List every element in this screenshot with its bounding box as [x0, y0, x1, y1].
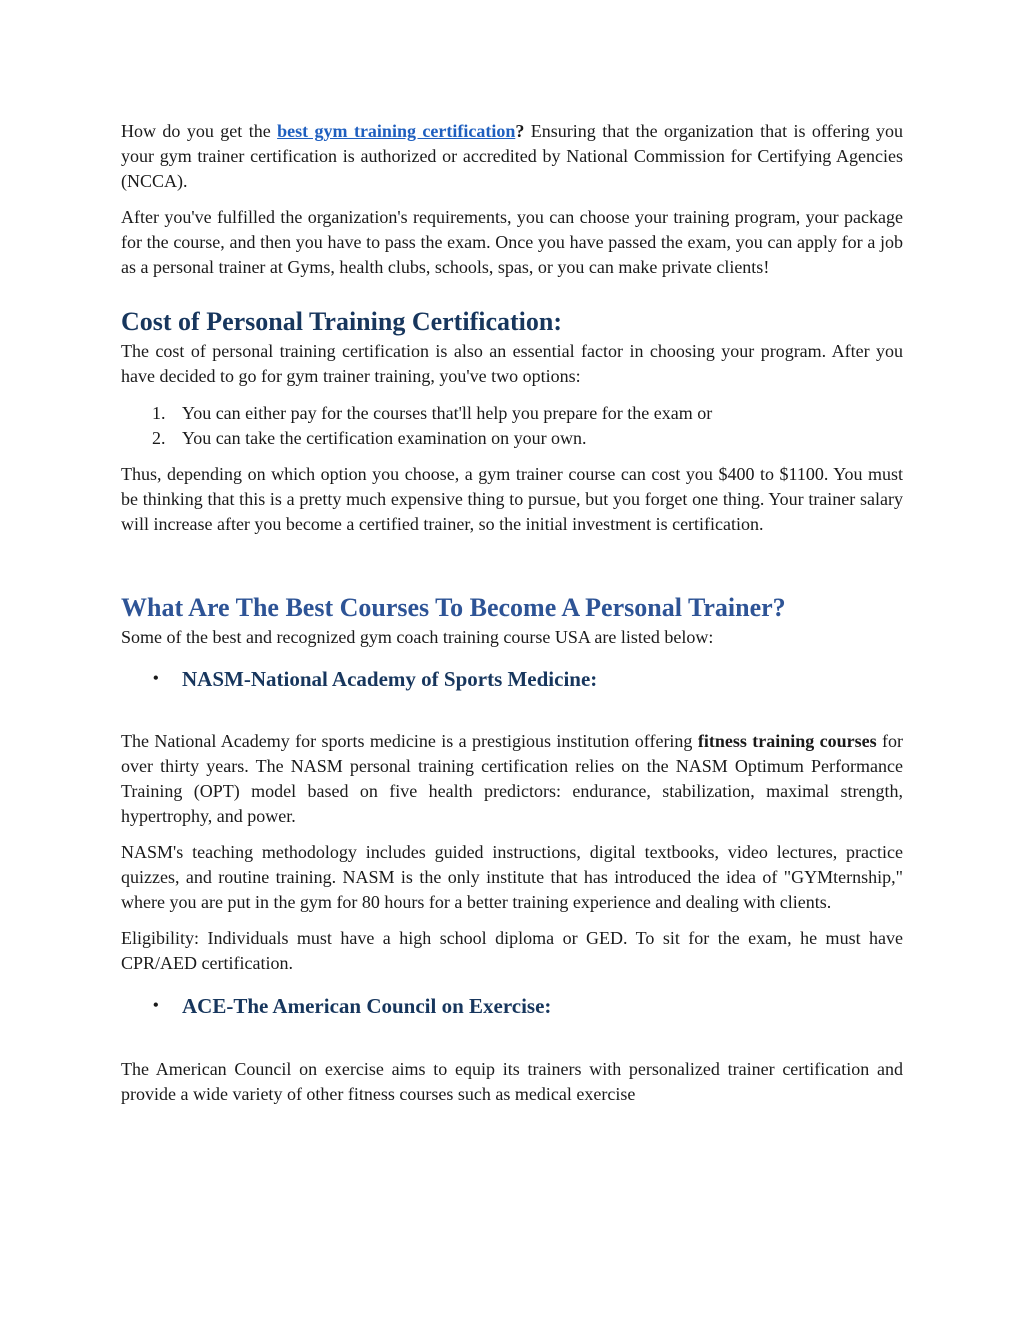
courses-intro: Some of the best and recognized gym coach training course USA are listed below: [121, 627, 714, 647]
list-number: 1. [152, 403, 166, 423]
intro-paragraph-2: After you've fulfilled the organization's requirements, you can choose your training program, your package for the course, and then you have to pass the exam. Once you have passed the exam, you can apply for a job as a personal trainer at Gyms, health clubs, schools, spas, or you can make private clients! [121, 207, 903, 277]
cost-heading: Cost of Personal Training Certification: [121, 307, 562, 336]
nasm-text-continued: for over thirty years. The NASM personal training certification relies on the NASM Optimum Performance Training (OPT) model based on five health predictors: endurance, stabilization, maximal strength, hypertrophy, and power. [121, 731, 903, 826]
nasm-paragraph-1 [121, 729, 903, 829]
question-mark: ? [515, 121, 525, 141]
list-item [121, 665, 903, 693]
nasm-text: The National Academy for sports medicine is a prestigious institution offering [121, 731, 698, 751]
list-item [121, 401, 903, 426]
best-gym-training-certification-link[interactable]: best gym training certification [277, 121, 516, 141]
document-content [121, 119, 903, 1118]
intro-paragraph-1 [121, 119, 903, 194]
list-item [121, 426, 903, 451]
bullet-icon: • [153, 670, 159, 687]
cost-paragraph-1: The cost of personal training certification is also an essential factor in choosing your program. After you have decided to go for gym trainer training, you've two options: [121, 341, 903, 386]
nasm-eligibility: Eligibility: Individuals must have a high school diploma or GED. To sit for the exam, he must have CPR/AED certification. [121, 928, 903, 973]
intro-text: How do you get the [121, 121, 278, 141]
nasm-paragraph-2: NASM's teaching methodology includes guided instructions, digital textbooks, video lectures, practice quizzes, and routine training. NASM is the only institute that has introduced the idea of "GYMternship," where you are put in the gym for 80 hours for a better training experience and dealing with clients. [121, 842, 903, 912]
list-item-text: You can either pay for the courses that'll help you prepare for the exam or [182, 403, 713, 423]
cost-options-list [121, 401, 903, 451]
bullet-icon: • [153, 997, 159, 1014]
ace-title: ACE-The American Council on Exercise: [182, 994, 552, 1018]
fitness-training-courses-bold: fitness training courses [697, 731, 877, 751]
ace-paragraph-1: The American Council on exercise aims to equip its trainers with personalized trainer certification and provide a wide variety of other fitness courses such as medical exercise [121, 1059, 903, 1104]
list-item [121, 992, 903, 1020]
cost-paragraph-2: Thus, depending on which option you choose, a gym trainer course can cost you $400 to $1100. You must be thinking that this is a pretty much expensive thing to pursue, but you forget one thing. Your trainer salary will increase after you become a certified trainer, so the initial investment is certification. [121, 464, 903, 534]
list-item-text: You can take the certification examination on your own. [182, 428, 587, 448]
intro-text-continued: Ensuring that the organization that is offering you your gym trainer certification is authorized or accredited by National Commission for Certifying Agencies (NCCA). [121, 121, 904, 191]
list-number: 2. [152, 428, 166, 448]
ace-bullet-list [121, 992, 903, 1020]
courses-heading: What Are The Best Courses To Become A Personal Trainer? [121, 593, 786, 622]
nasm-bullet-list [121, 665, 903, 693]
nasm-title: NASM-National Academy of Sports Medicine: [182, 667, 598, 691]
